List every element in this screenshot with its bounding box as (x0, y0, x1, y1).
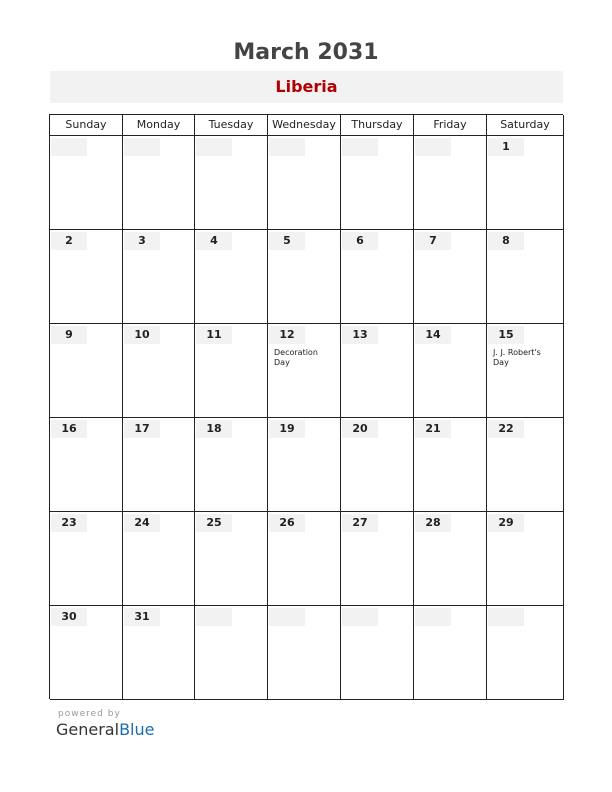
weekday-header: Tuesday (195, 115, 268, 136)
day-number: 28 (425, 516, 441, 529)
day-number: 4 (210, 234, 218, 247)
day-cell (50, 230, 123, 324)
day-number: 7 (429, 234, 437, 247)
holiday-label: J. J. Robert's Day (493, 348, 541, 367)
calendar-grid (49, 114, 563, 699)
day-number-box (51, 608, 87, 626)
day-number (124, 138, 160, 156)
day-number-box (196, 138, 232, 156)
day-number-box (415, 326, 451, 344)
day-number-box (342, 138, 378, 156)
day-cell (487, 418, 564, 512)
day-cell (341, 606, 414, 700)
day-cell (414, 324, 487, 418)
day-cell (341, 324, 414, 418)
day-number-box (51, 138, 87, 156)
day-cell (341, 418, 414, 512)
day-number: 11 (206, 328, 222, 341)
day-number (51, 138, 87, 156)
day-number (342, 608, 378, 626)
day-number-box (269, 514, 305, 532)
day-cell (123, 606, 195, 700)
day-number-box (124, 232, 160, 250)
day-number: 5 (283, 234, 291, 247)
weekday-header: Wednesday (268, 115, 341, 136)
day-number: 16 (61, 422, 77, 435)
day-cell (50, 512, 123, 606)
day-number: 19 (279, 422, 295, 435)
day-cell (268, 418, 341, 512)
weekday-header: Friday (414, 115, 487, 136)
day-number: 30 (61, 610, 77, 623)
day-number: 22 (498, 422, 514, 435)
day-cell (123, 136, 195, 230)
day-number-box (51, 326, 87, 344)
day-cell (195, 230, 268, 324)
day-number: 27 (352, 516, 368, 529)
day-cell (123, 230, 195, 324)
day-number (342, 138, 378, 156)
day-cell (341, 512, 414, 606)
day-cell (414, 418, 487, 512)
country-name: Liberia (275, 77, 338, 96)
day-cell (487, 324, 564, 418)
day-number-box (488, 138, 524, 156)
day-number-box (196, 326, 232, 344)
day-number-box (269, 138, 305, 156)
brand-name-blue: Blue (119, 720, 155, 739)
day-cell (50, 324, 123, 418)
day-cell (195, 418, 268, 512)
day-number: 8 (502, 234, 510, 247)
day-cell (487, 512, 564, 606)
day-number: 9 (65, 328, 73, 341)
day-number-box (488, 608, 524, 626)
day-number-box (269, 232, 305, 250)
day-cell (487, 606, 564, 700)
day-number: 21 (425, 422, 441, 435)
day-number: 23 (61, 516, 77, 529)
weekday-header: Sunday (50, 115, 123, 136)
day-number-box (342, 608, 378, 626)
day-cell (50, 136, 123, 230)
day-number (415, 138, 451, 156)
day-number: 15 (498, 328, 514, 341)
day-number: 24 (134, 516, 150, 529)
day-number-box (488, 514, 524, 532)
calendar-title: March 2031 (233, 40, 379, 65)
day-number: 26 (279, 516, 295, 529)
weekday-header: Thursday (341, 115, 414, 136)
day-cell (268, 606, 341, 700)
day-number-box (415, 138, 451, 156)
day-cell (123, 512, 195, 606)
day-number-box (488, 232, 524, 250)
brand-name-general: General (56, 720, 120, 739)
day-number-box (51, 232, 87, 250)
day-number (488, 608, 524, 626)
day-number-box (124, 326, 160, 344)
day-number-box (342, 420, 378, 438)
day-cell (50, 418, 123, 512)
weekday-header: Monday (123, 115, 195, 136)
day-number: 25 (206, 516, 222, 529)
day-number-box (415, 608, 451, 626)
day-cell (195, 606, 268, 700)
day-number (269, 138, 305, 156)
day-number: 17 (134, 422, 150, 435)
day-number-box (488, 420, 524, 438)
day-cell (341, 230, 414, 324)
day-number-box (196, 608, 232, 626)
day-cell (268, 230, 341, 324)
weekday-header: Saturday (487, 115, 564, 136)
day-number-box (342, 514, 378, 532)
day-number (196, 608, 232, 626)
day-number: 3 (138, 234, 146, 247)
brand-logo (56, 720, 154, 739)
day-cell (414, 230, 487, 324)
day-number: 14 (425, 328, 441, 341)
day-number: 29 (498, 516, 514, 529)
day-number: 31 (134, 610, 150, 623)
day-number-box (269, 420, 305, 438)
day-cell (195, 512, 268, 606)
day-number-box (415, 420, 451, 438)
day-number: 2 (65, 234, 73, 247)
day-number: 10 (134, 328, 150, 341)
day-cell (195, 136, 268, 230)
day-number: 1 (502, 140, 510, 153)
holiday-label: Decoration Day (274, 348, 318, 367)
powered-by-label: powered by (58, 709, 121, 719)
day-number (269, 608, 305, 626)
day-number-box (342, 232, 378, 250)
day-cell (50, 606, 123, 700)
day-cell (123, 324, 195, 418)
day-number-box (51, 514, 87, 532)
day-number-box (124, 420, 160, 438)
day-number: 18 (206, 422, 222, 435)
day-cell (195, 324, 268, 418)
day-cell (341, 136, 414, 230)
day-number-box (124, 138, 160, 156)
day-number-box (415, 232, 451, 250)
day-cell (487, 136, 564, 230)
day-number-box (51, 420, 87, 438)
day-number: 13 (352, 328, 368, 341)
day-cell (268, 136, 341, 230)
day-number: 12 (279, 328, 295, 341)
day-number-box (124, 608, 160, 626)
day-number (196, 138, 232, 156)
day-number-box (269, 608, 305, 626)
day-cell (123, 418, 195, 512)
day-cell (268, 324, 341, 418)
day-number-box (196, 232, 232, 250)
day-cell (414, 136, 487, 230)
day-cell (487, 230, 564, 324)
day-number-box (488, 326, 524, 344)
day-cell (414, 606, 487, 700)
day-number: 6 (356, 234, 364, 247)
day-cell (268, 512, 341, 606)
footer-branding (56, 709, 154, 739)
day-number-box (342, 326, 378, 344)
day-number-box (196, 420, 232, 438)
day-number: 20 (352, 422, 368, 435)
day-number-box (124, 514, 160, 532)
day-number-box (415, 514, 451, 532)
day-number-box (196, 514, 232, 532)
day-number-box (269, 326, 305, 344)
country-banner (50, 71, 563, 103)
day-cell (414, 512, 487, 606)
day-number (415, 608, 451, 626)
